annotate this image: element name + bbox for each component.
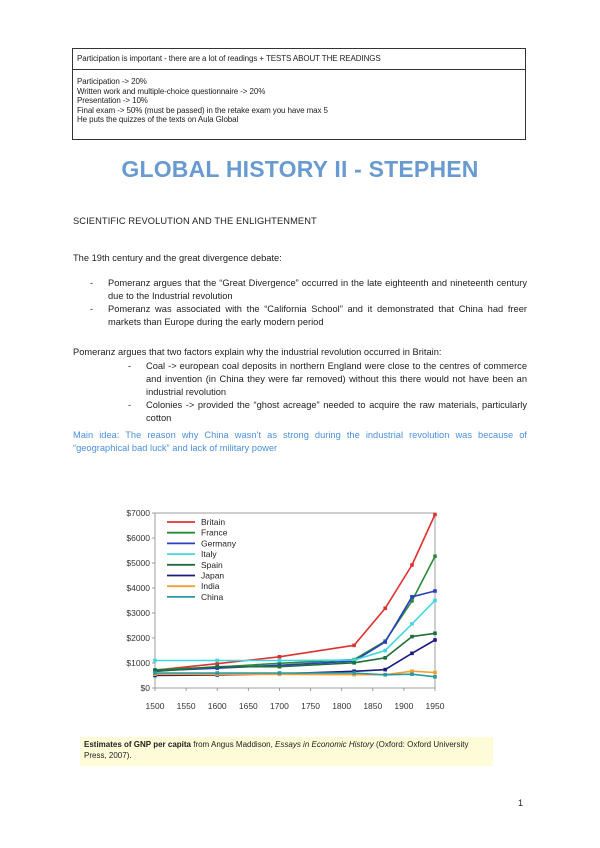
caption-italic: Essays in Economic History bbox=[275, 740, 374, 749]
document-title: GLOBAL HISTORY II - STEPHEN bbox=[121, 156, 479, 182]
bullet-dash: - bbox=[90, 278, 94, 288]
legend-label-italy: Italy bbox=[201, 549, 217, 560]
data-point-britain bbox=[352, 644, 356, 648]
data-point-germany bbox=[433, 589, 437, 593]
data-point-italy bbox=[410, 622, 414, 626]
paragraph-divergence-debate: The 19th century and the great divergence debate: bbox=[73, 253, 282, 263]
bullet-dash: - bbox=[90, 304, 94, 314]
gnp-per-capita-chart bbox=[110, 500, 450, 720]
x-tick-label: 1950 bbox=[425, 701, 445, 711]
y-tick-label: $2000 bbox=[126, 633, 150, 643]
data-point-china bbox=[278, 671, 282, 675]
data-point-china bbox=[215, 671, 219, 675]
data-point-spain bbox=[410, 635, 414, 639]
x-tick-label: 1700 bbox=[269, 701, 289, 711]
notes-header: Participation is important - there are a lot of readings + TESTS ABOUT THE READINGS bbox=[73, 49, 525, 70]
data-point-italy bbox=[278, 659, 282, 663]
caption-from: from Angus Maddison, bbox=[191, 740, 276, 749]
legend-label-japan: Japan bbox=[201, 570, 225, 581]
y-tick-label: $1000 bbox=[126, 658, 150, 668]
chart-caption bbox=[80, 737, 493, 766]
section-heading: SCIENTIFIC REVOLUTION AND THE ENLIGHTENMENT bbox=[73, 216, 317, 226]
data-point-britain bbox=[383, 606, 387, 610]
notes-line: Written work and multiple-choice questionnaire -> 20% bbox=[77, 86, 266, 96]
data-point-china bbox=[410, 672, 414, 676]
data-point-china bbox=[383, 673, 387, 677]
data-point-germany bbox=[383, 640, 387, 644]
bullet-list-divergence bbox=[90, 277, 527, 329]
y-tick-label: $4000 bbox=[126, 583, 150, 593]
series-line-britain bbox=[155, 515, 435, 671]
data-point-britain bbox=[433, 513, 437, 517]
bullet-dash: - bbox=[128, 361, 132, 371]
caption-bold: Estimates of GNP per capita bbox=[84, 740, 191, 749]
y-tick-label: $5000 bbox=[126, 558, 150, 568]
data-point-italy bbox=[153, 659, 157, 663]
data-point-italy bbox=[215, 659, 219, 663]
main-idea-text: Main idea: The reason why China wasn’t as strong during the industrial revolution was because of “geographical bad luck” and lack of military power bbox=[73, 430, 527, 453]
y-tick-label: $0 bbox=[140, 683, 150, 693]
legend-label-spain: Spain bbox=[201, 559, 223, 570]
data-point-japan bbox=[410, 652, 414, 656]
list-item-text: Pomeranz was associated with the “California School” and it demonstrated that China had freer markets than Europe during the early modern period bbox=[108, 304, 527, 327]
series-line-japan bbox=[155, 640, 435, 676]
notes-line: He puts the quizzes of the texts on Aula Global bbox=[77, 115, 239, 125]
y-tick-label: $6000 bbox=[126, 533, 150, 543]
data-point-spain bbox=[278, 665, 282, 669]
legend-label-india: India bbox=[201, 581, 220, 592]
data-point-spain bbox=[215, 665, 219, 669]
data-point-france bbox=[433, 554, 437, 558]
data-point-india bbox=[433, 671, 437, 675]
paragraph-two-factors: Pomeranz argues that two factors explain why the industrial revolution occurred in Britain: bbox=[73, 347, 442, 357]
y-tick-label: $7000 bbox=[126, 508, 150, 518]
page-number: 1 bbox=[518, 798, 524, 808]
notes-line: Participation -> 20% bbox=[77, 77, 147, 86]
data-point-spain bbox=[383, 656, 387, 660]
x-tick-label: 1550 bbox=[176, 701, 196, 711]
list-item-text: Colonies -> provided the “ghost acreage” needed to acquire the raw materials, particularly cotton bbox=[146, 400, 527, 423]
y-tick-label: $3000 bbox=[126, 608, 150, 618]
bullet-dash: - bbox=[128, 400, 132, 410]
list-item-text: Coal -> european coal deposits in northern England were close to the centres of commerce and invention (in China they were far removed) without this there would not have been an industrial revolution bbox=[146, 361, 527, 397]
legend-label-germany: Germany bbox=[201, 538, 236, 549]
data-point-china bbox=[433, 675, 437, 679]
notes-body bbox=[73, 70, 525, 125]
x-tick-label: 1800 bbox=[332, 701, 352, 711]
x-tick-label: 1600 bbox=[207, 701, 227, 711]
bullet-list-factors bbox=[128, 360, 527, 425]
data-point-italy bbox=[383, 649, 387, 653]
x-tick-label: 1650 bbox=[238, 701, 258, 711]
x-tick-label: 1900 bbox=[394, 701, 414, 711]
course-notes-box bbox=[72, 48, 526, 140]
list-item bbox=[90, 277, 527, 303]
list-item bbox=[128, 360, 527, 399]
data-point-japan bbox=[383, 668, 387, 672]
legend-label-britain: Britain bbox=[201, 517, 226, 527]
x-tick-label: 1850 bbox=[363, 701, 383, 711]
data-point-spain bbox=[433, 631, 437, 635]
data-point-britain bbox=[278, 655, 282, 659]
data-point-italy bbox=[433, 599, 437, 603]
caption-rest: (Oxford: Oxford University Press, 2007). bbox=[84, 740, 469, 760]
data-point-britain bbox=[410, 563, 414, 567]
data-point-japan bbox=[433, 638, 437, 642]
notes-line: Final exam -> 50% (must be passed) in the retake exam you have max 5 bbox=[77, 105, 328, 115]
list-item bbox=[128, 399, 527, 425]
data-point-china bbox=[352, 671, 356, 675]
x-tick-label: 1500 bbox=[145, 701, 165, 711]
x-tick-label: 1750 bbox=[301, 701, 321, 711]
data-point-spain bbox=[352, 661, 356, 665]
series-line-france bbox=[155, 556, 435, 670]
data-point-germany bbox=[410, 595, 414, 599]
list-item-text: Pomeranz argues that the “Great Divergence” occurred in the late eighteenth and nineteenth century due to the Industrial revolution bbox=[108, 278, 527, 301]
legend-label-china: China bbox=[201, 591, 224, 602]
series-line-germany bbox=[155, 591, 435, 671]
notes-line: Presentation -> 10% bbox=[77, 96, 148, 106]
list-item bbox=[90, 303, 527, 329]
legend-label-france: France bbox=[201, 527, 228, 538]
data-point-china bbox=[153, 671, 157, 675]
